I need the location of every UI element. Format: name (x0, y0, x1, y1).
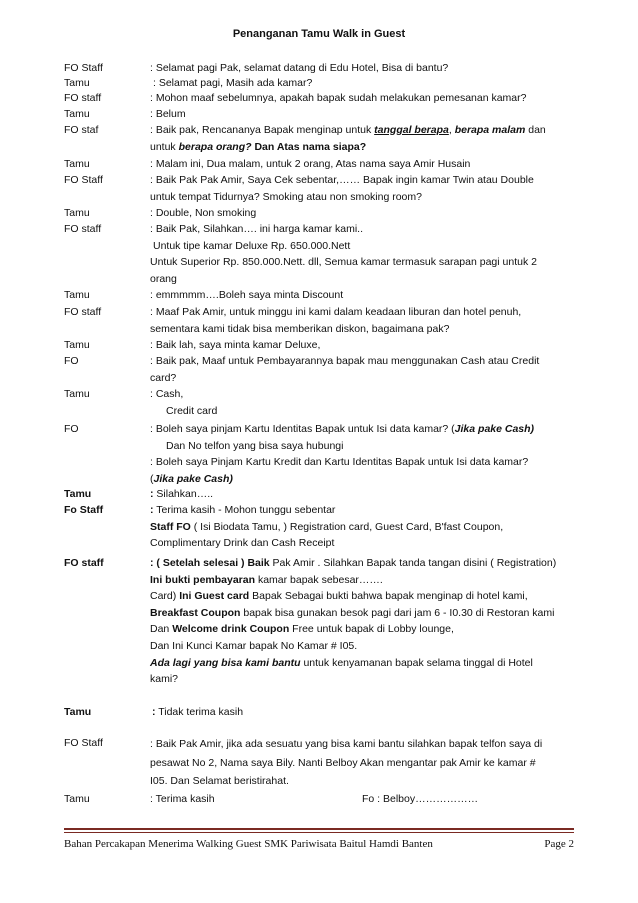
utterance: : Selamat pagi Pak, selamat datang di Edu Hotel, Bisa di bantu? (150, 62, 449, 74)
utterance: : Cash, (150, 388, 184, 400)
utterance-cont: Credit card (166, 404, 218, 417)
utterance-cont: : Boleh saya Pinjam Kartu Kredit dan Kartu Identitas Bapak untuk Isi data kamar? (150, 456, 529, 469)
speaker: FO Staff (64, 174, 103, 186)
footer-text: Bahan Percakapan Menerima Walking Guest SMK Pariwisata Baitul Hamdi Banten (64, 838, 433, 850)
speaker: Fo Staff (64, 504, 104, 516)
utterance-cont: Dan Ini Kunci Kamar bapak No Kamar # I05. (150, 639, 358, 652)
speaker: Tamu (64, 77, 90, 89)
utterance-cont: pesawat No 2, Nama saya Bily. Nanti Belboy Akan mengantar pak Amir ke kamar # (150, 756, 536, 769)
utterance-cont: card? (150, 371, 177, 384)
utterance-cont: Card) Ini Guest card Bapak Sebagai bukti bahwa bapak menginap di hotel kami, (150, 590, 528, 603)
utterance-cont: I05. Dan Selamat beristirahat. (150, 775, 289, 787)
speaker: FO Staff (64, 737, 103, 749)
speaker: Tamu (64, 706, 92, 718)
dialog-row (64, 486, 574, 503)
utterance: : emmmmm….Boleh saya minta Discount (150, 289, 344, 301)
utterance: : Mohon maaf sebelumnya, apakah bapak sudah melakukan pemesanan kamar? (150, 92, 527, 104)
utterance: : ( Setelah selesai ) Baik Pak Amir . Silahkan Bapak tanda tangan disini ( Registration) (150, 557, 557, 569)
utterance-cont: Staff FO ( Isi Biodata Tamu, ) Registration card, Guest Card, B'fast Coupon, (150, 520, 504, 533)
dialog-row (64, 337, 574, 354)
speaker: Tamu (64, 388, 90, 400)
utterance-cont: sementara kami tidak bisa memberikan diskon, bagaimana pak? (150, 322, 450, 335)
utterance-cont: Complimentary Drink dan Cash Receipt (150, 537, 335, 550)
utterance-cont: Dan Welcome drink Coupon Free untuk bapak di Lobby lounge, (150, 623, 454, 636)
speaker: FO (64, 423, 79, 435)
utterance: : Boleh saya pinjam Kartu Identitas Bapak untuk Isi data kamar? (Jika pake Cash) (150, 423, 535, 435)
dialog-row (64, 304, 574, 337)
utterance: : Baik Pak, Silahkan…. ini harga kamar kami.. (150, 223, 364, 235)
dialog-row (64, 156, 574, 173)
dialog-row (64, 704, 574, 721)
utterance: : Silahkan….. (150, 488, 214, 500)
utterance: : Baik Pak Amir, jika ada sesuatu yang bisa kami bantu silahkan bapak telfon saya di (150, 738, 543, 750)
page-number: Page 2 (544, 838, 574, 850)
speaker: FO staff (64, 557, 104, 569)
speaker: Tamu (64, 488, 92, 500)
utterance: : Maaf Pak Amir, untuk minggu ini kami dalam keadaan liburan dan hotel penuh, (150, 306, 522, 318)
speaker: Tamu (64, 793, 90, 805)
utterance: : Baik pak, Rencananya Bapak menginap untuk tanggal berapa, berapa malam dan (150, 124, 546, 136)
utterance: : Belum (150, 108, 186, 120)
dialog-row (64, 421, 574, 487)
utterance-cont: untuk berapa orang? Dan Atas nama siapa? (150, 140, 367, 153)
utterance: : Baik lah, saya minta kamar Deluxe, (150, 339, 321, 351)
dialog-row (64, 735, 574, 791)
utterance: : Malam ini, Dua malam, untuk 2 orang, Atas nama saya Amir Husain (150, 158, 471, 170)
utterance: : Selamat pagi, Masih ada kamar? (153, 77, 313, 89)
utterance-cont: (Jika pake Cash) (150, 472, 233, 485)
speaker: Tamu (64, 289, 90, 301)
utterance-cont: Breakfast Coupon bapak bisa gunakan besok pagi dari jam 6 - I0.30 di Restoran kami (150, 606, 555, 619)
speaker: FO (64, 355, 79, 367)
speaker: FO Staff (64, 62, 103, 74)
utterance: : Double, Non smoking (150, 207, 257, 219)
dialog-row (64, 221, 574, 287)
speaker: FO staff (64, 306, 102, 318)
dialog-row (64, 555, 574, 688)
page-title: Penanganan Tamu Walk in Guest (232, 28, 406, 40)
dialog-row (64, 122, 574, 155)
dialog-row (64, 791, 574, 808)
utterance: : Baik Pak Pak Amir, Saya Cek sebentar,…… Bapak ingin kamar Twin atau Double (150, 174, 534, 186)
price-deluxe: Untuk tipe kamar Deluxe Rp. 650.000.Nett (153, 239, 351, 252)
utterance: : Baik pak, Maaf untuk Pembayarannya bapak mau menggunakan Cash atau Credit (150, 355, 540, 367)
utterance-cont: kami? (150, 673, 179, 686)
utterance: : Terima kasih - Mohon tunggu sebentar (150, 504, 336, 516)
speaker: Tamu (64, 207, 90, 219)
speaker: Tamu (64, 158, 90, 170)
footer-divider (64, 832, 574, 833)
utterance-cont: Ini bukti pembayaran kamar bapak sebesar……. (150, 573, 383, 586)
dialog-row (64, 90, 574, 107)
dialog-row (64, 172, 574, 205)
utterance-cont: Dan No telfon yang bisa saya hubungi (166, 439, 344, 452)
speaker: Tamu (64, 108, 90, 120)
dialog-row (64, 502, 574, 552)
speaker: FO staff (64, 92, 102, 104)
utterance-cont: Ada lagi yang bisa kami bantu untuk kenyamanan bapak selama tinggal di Hotel (150, 656, 533, 669)
utterance-cont: orang (150, 272, 177, 285)
price-superior: Untuk Superior Rp. 850.000.Nett. dll, Semua kamar termasuk sarapan pagi untuk 2 (150, 256, 537, 269)
speaker: FO staff (64, 223, 102, 235)
footer-divider (64, 828, 574, 830)
utterance: : Tidak terima kasih (152, 706, 244, 718)
utterance-cont: untuk tempat Tidurnya? Smoking atau non smoking room? (150, 190, 422, 203)
dialog-row (64, 205, 574, 222)
dialog-row (64, 386, 574, 419)
dialog-row (64, 106, 574, 123)
utterance: : Terima kasih (150, 793, 215, 805)
belboy-note: Fo : Belboy……………… (362, 793, 479, 805)
speaker: FO staf (64, 124, 99, 136)
dialog-row (64, 287, 574, 304)
speaker: Tamu (64, 339, 90, 351)
dialog-row (64, 353, 574, 386)
